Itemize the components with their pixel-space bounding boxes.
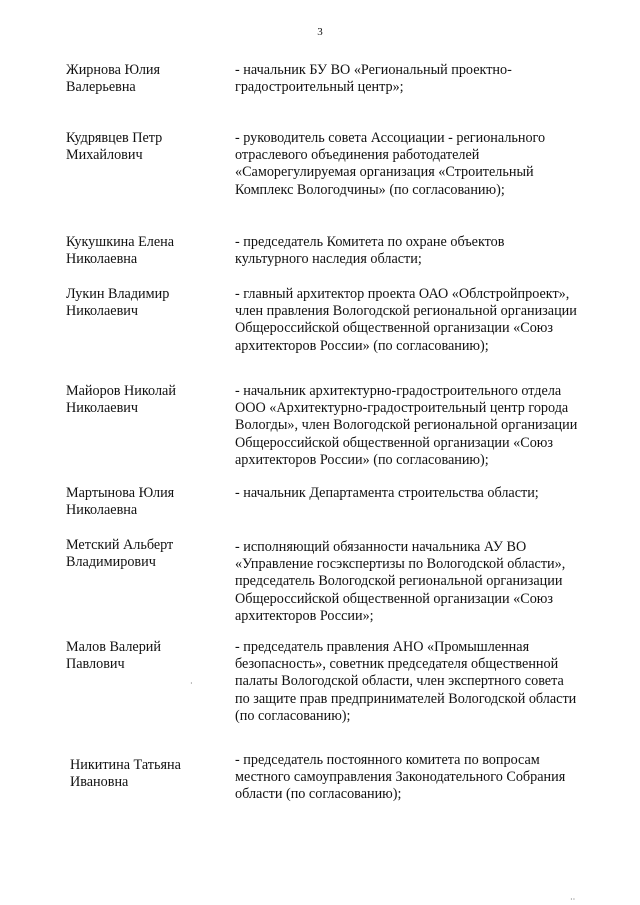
- member-role: - председатель постоянного комитета по вопросам местного самоуправления Законодательного Собрания области (по согласованию);: [235, 752, 566, 803]
- member-role: - главный архитектор проекта ОАО «Облстройпроект», член правления Вологодской региональной организации Общероссийской общественной организации «Союз архитекторов России» (по согласованию);: [235, 286, 577, 354]
- member-name: Метский Альберт Владимирович: [66, 537, 174, 571]
- member-name: Малов Валерий Павлович: [66, 639, 161, 673]
- member-name: Майоров Николай Николаевич: [66, 383, 176, 417]
- scan-artifact-dot: ··: [570, 895, 576, 904]
- member-role: - начальник Департамента строительства области;: [235, 485, 539, 501]
- member-role: - председатель Комитета по охране объектов культурного наследия области;: [235, 234, 505, 268]
- member-role: - начальник БУ ВО «Региональный проектно- градостроительный центр»;: [235, 62, 512, 96]
- member-name: Кукушкина Елена Николаевна: [66, 234, 175, 268]
- member-name: Жирнова Юлия Валерьевна: [66, 62, 161, 96]
- member-role: - начальник архитектурно-градостроительного отдела ООО «Архитектурно-градостроительный центр города Вологды», член Вологодской региональной организации Общероссийской общественной организации «Союз архитекторов России» (по согласованию);: [235, 383, 578, 468]
- member-name: Кудрявцев Петр Михайлович: [66, 130, 163, 164]
- scan-artifact-dot: ·: [190, 679, 193, 688]
- member-name: Никитина Татьяна Ивановна: [70, 757, 181, 791]
- member-role: - исполняющий обязанности начальника АУ ВО «Управление госэкспертизы по Вологодской области», председатель Вологодской региональной организации Общероссийской общественной организации «Союз архитекторов России»;: [235, 539, 566, 624]
- member-name: Мартынова Юлия Николаевна: [66, 485, 175, 519]
- member-role: - руководитель совета Ассоциации - регионального отраслевого объединения работодателей «Саморегулируемая организация «Строительный Комплекс Вологодчины» (по согласованию);: [235, 130, 546, 198]
- page-number: 3: [317, 26, 323, 38]
- member-name: Лукин Владимир Николаевич: [66, 286, 170, 320]
- member-role: - председатель правления АНО «Промышленная безопасность», советник председателя общественной палаты Вологодской области, член экспертного совета по защите прав предпринимателей Вологодской области (по согласованию);: [235, 639, 577, 724]
